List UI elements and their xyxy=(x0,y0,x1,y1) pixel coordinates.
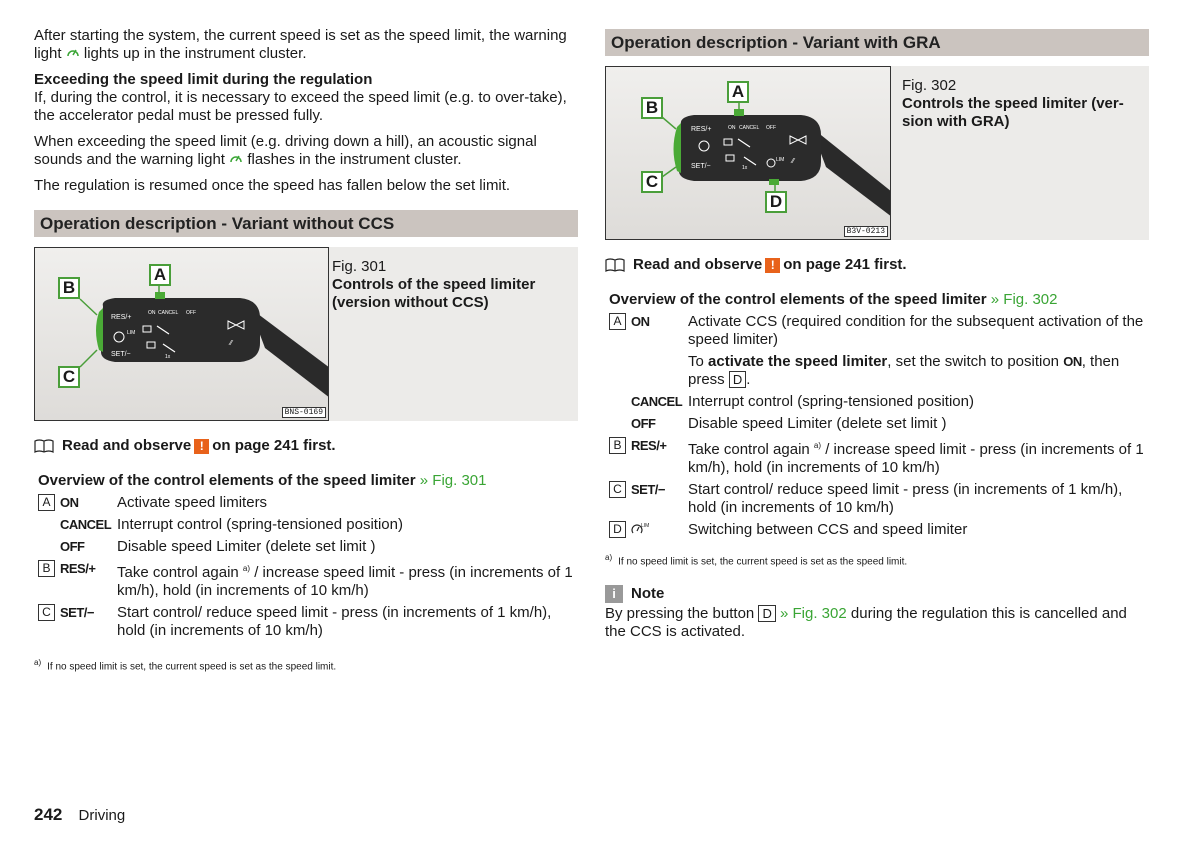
footnote: $^{a)}$ If no speed limit is set, the current speed is set as the speed limit. xyxy=(605,553,908,568)
figure-302-caption xyxy=(891,66,1149,240)
control-row xyxy=(34,516,578,534)
control-row xyxy=(605,481,1149,517)
callout-c: C xyxy=(641,171,663,193)
lever-illustration xyxy=(35,248,329,421)
read-observe-line: Read and observe ! on page 241 first. xyxy=(34,437,578,455)
callout-d: D xyxy=(765,191,787,213)
control-row xyxy=(605,393,1149,411)
key-box: D xyxy=(609,521,626,538)
key-label: RES/+ xyxy=(631,438,667,453)
key-label: OFF xyxy=(631,416,656,431)
figure-title: Controls the speed limiter (ver-sion with GRA) xyxy=(902,95,1124,130)
key-box: B xyxy=(609,437,626,454)
exceed-heading: Exceeding the speed limit during the regulation xyxy=(34,71,373,88)
figure-302 xyxy=(605,66,1149,240)
controls-list xyxy=(605,313,1149,539)
svg-text:OFF: OFF xyxy=(186,310,196,316)
control-desc: Interrupt control (spring-tensioned position) xyxy=(117,516,403,533)
info-icon: i xyxy=(605,585,623,603)
figure-title: Controls of the speed limiter (version without CCS) xyxy=(332,276,536,311)
read-observe-line: Read and observe ! on page 241 first. xyxy=(605,256,1149,274)
section-header-with-gra: Operation description - Variant with GRA xyxy=(605,29,1149,56)
note-block xyxy=(605,585,1149,641)
control-desc: Activate speed limiters xyxy=(117,494,268,511)
control-row xyxy=(605,313,1149,389)
exceed-section xyxy=(34,71,578,125)
left-column xyxy=(34,27,578,676)
key-label: CANCEL xyxy=(631,394,683,409)
svg-text:⁄⁄: ⁄⁄ xyxy=(792,158,795,165)
section-header-without-ccs: Operation description - Variant without CCS xyxy=(34,210,578,237)
figure-302-image xyxy=(605,66,891,240)
control-row xyxy=(34,494,578,512)
svg-text:⁄⁄: ⁄⁄ xyxy=(230,340,233,347)
book-icon xyxy=(34,439,54,453)
warning-icon: ! xyxy=(765,258,780,273)
figure-code: BNS-0169 xyxy=(282,407,326,418)
svg-text:CANCEL: CANCEL xyxy=(158,310,179,316)
callout-b: B xyxy=(58,277,80,299)
figure-link[interactable]: » Fig. 302 xyxy=(780,605,847,623)
control-desc: Activate CCS (required condition for the subsequent activation of the speed limiter) To activate the speed limiter, set the switch to position ON, then press D . xyxy=(688,313,1144,388)
key-box: A xyxy=(38,494,55,511)
svg-text:RES/+: RES/+ xyxy=(691,126,712,133)
control-row xyxy=(34,538,578,556)
svg-text:OFF: OFF xyxy=(766,125,776,131)
key-box: D xyxy=(758,605,775,622)
book-icon xyxy=(605,258,625,272)
callout-a: A xyxy=(727,81,749,103)
callout-c: C xyxy=(58,366,80,388)
key-box: B xyxy=(38,560,55,577)
key-label: CANCEL xyxy=(60,517,112,532)
control-desc: Switching between CCS and speed limiter xyxy=(688,521,968,538)
control-row xyxy=(605,415,1149,433)
controls-list xyxy=(34,494,578,640)
control-row xyxy=(605,437,1149,477)
key-label: SET/− xyxy=(60,605,94,620)
figure-301 xyxy=(34,247,578,421)
svg-text:LIM: LIM xyxy=(776,157,785,163)
callout-a: A xyxy=(149,264,171,286)
figure-number: Fig. 302 xyxy=(902,77,957,94)
svg-text:1x: 1x xyxy=(742,165,748,171)
svg-text:ON: ON xyxy=(148,310,156,316)
key-label: OFF xyxy=(60,539,85,554)
control-row xyxy=(34,560,578,600)
key-box: D xyxy=(729,371,746,388)
exceed-paragraph: If, during the control, it is necessary to exceed the speed limit (e.g. to over-take), the accelerator pedal must be pressed fully. xyxy=(34,89,567,124)
control-row xyxy=(34,604,578,640)
key-label: ON xyxy=(631,314,650,329)
control-desc: Start control/ reduce speed limit - press (in increments of 1 km/h), hold (in increments of 10 km/h) xyxy=(688,481,1123,516)
speed-limiter-warning-icon xyxy=(229,151,243,169)
right-column xyxy=(605,29,1149,641)
note-text: By pressing the button D » Fig. 302 during the regulation this is cancelled and the CCS is activated. xyxy=(605,605,1127,641)
svg-text:RES/+: RES/+ xyxy=(111,314,132,321)
figure-301-caption xyxy=(329,247,578,421)
speed-limiter-lim-icon xyxy=(631,521,649,535)
control-desc: Disable speed Limiter (delete set limit ) xyxy=(117,538,376,555)
svg-text:SET/−: SET/− xyxy=(111,351,131,358)
svg-text:ON: ON xyxy=(728,125,736,131)
control-desc: Take control again $^{a)}$ / increase speed limit - press (in increments of 1 km/h), hold (in increments of 10 km/h) xyxy=(688,441,1144,476)
page-number: 242 xyxy=(34,805,63,824)
key-box: A xyxy=(609,313,626,330)
key-label: SET/− xyxy=(631,482,665,497)
figure-link[interactable]: » Fig. 302 xyxy=(990,291,1058,308)
svg-text:1x: 1x xyxy=(165,354,171,360)
downhill-paragraph: When exceeding the speed limit (e.g. driving down a hill), an acoustic signal sounds and the warning light flashes in the instrument cluster. xyxy=(34,133,537,168)
callout-b: B xyxy=(641,97,663,119)
key-box: C xyxy=(609,481,626,498)
intro-paragraph: After starting the system, the current speed is set as the speed limit, the warning light lights up in the instrument cluster. xyxy=(34,27,567,62)
figure-301-image xyxy=(34,247,329,421)
control-desc: Interrupt control (spring-tensioned position) xyxy=(688,393,974,410)
control-desc: Start control/ reduce speed limit - press (in increments of 1 km/h), hold (in increments of 10 km/h) xyxy=(117,604,552,639)
warning-icon: ! xyxy=(194,439,209,454)
svg-text:LIM: LIM xyxy=(127,330,136,336)
control-desc: Disable speed Limiter (delete set limit ) xyxy=(688,415,947,432)
svg-text:CANCEL: CANCEL xyxy=(739,125,760,131)
page-footer xyxy=(34,806,125,825)
key-label: RES/+ xyxy=(60,561,96,576)
control-desc: Take control again $^{a)}$ / increase speed limit - press (in increments of 1 km/h), hold (in increments of 10 km/h) xyxy=(117,564,573,599)
control-row xyxy=(605,521,1149,539)
figure-number: Fig. 301 xyxy=(332,258,387,275)
svg-text:LIM: LIM xyxy=(641,523,649,529)
figure-code: B3V-0213 xyxy=(844,226,888,237)
speed-limiter-warning-icon xyxy=(66,45,80,63)
figure-link[interactable]: » Fig. 301 xyxy=(419,472,487,489)
key-box: C xyxy=(38,604,55,621)
overview-title: Overview of the control elements of the speed limiter » Fig. 302 xyxy=(609,291,1058,308)
svg-text:SET/−: SET/− xyxy=(691,163,711,170)
chapter-name: Driving xyxy=(78,807,126,824)
resume-paragraph: The regulation is resumed once the speed has fallen below the set limit. xyxy=(34,177,511,194)
note-header: i Note xyxy=(605,585,1149,603)
footnote: $^{a)}$ If no speed limit is set, the current speed is set as the speed limit. xyxy=(34,658,337,673)
overview-title: Overview of the control elements of the speed limiter » Fig. 301 xyxy=(38,472,487,489)
key-label: ON xyxy=(60,495,79,510)
